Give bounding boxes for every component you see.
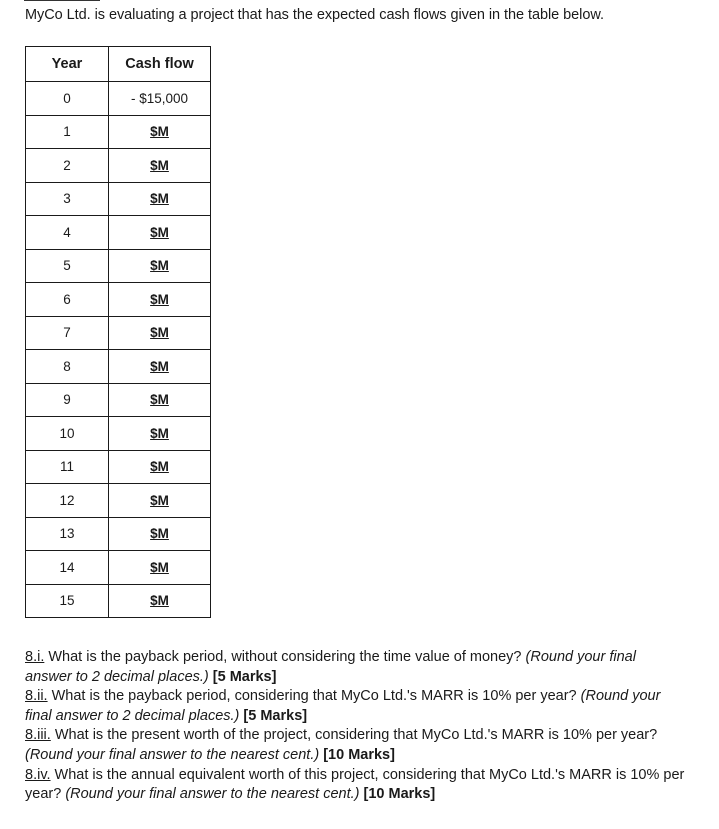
table-row: [26, 551, 211, 585]
rounding-note: (Round your final answer to 2 decimal places.): [25, 688, 661, 724]
cash-flow-cell: $M: [109, 350, 211, 384]
year-cell: 0: [26, 82, 109, 116]
question-8-iv: [25, 766, 685, 805]
question-8-ii: [25, 687, 685, 726]
question-8-i: [25, 648, 685, 687]
question-number: 8.iii.: [25, 727, 51, 744]
table-row: [26, 249, 211, 283]
year-cell: 13: [26, 517, 109, 551]
table-header-row: [26, 47, 211, 82]
table-row: [26, 417, 211, 451]
year-cell: 15: [26, 584, 109, 618]
question-number: 8.iv.: [25, 766, 51, 783]
table-row: [26, 484, 211, 518]
cash-flow-cell: $M: [109, 484, 211, 518]
table-row: [26, 316, 211, 350]
year-cell: 7: [26, 316, 109, 350]
cash-flow-cell: $M: [109, 551, 211, 585]
cash-flow-cell: $M: [109, 115, 211, 149]
cash-flow-cell: $M: [109, 584, 211, 618]
cash-flow-cell: $M: [109, 383, 211, 417]
questions-section: [25, 648, 685, 805]
table-row: [26, 584, 211, 618]
year-cell: 11: [26, 450, 109, 484]
cash-flow-table: [25, 46, 211, 618]
rounding-note: (Round your final answer to 2 decimal places.): [25, 649, 636, 685]
marks-label: [5 Marks]: [239, 707, 308, 724]
rounding-note: (Round your final answer to the nearest cent.): [65, 786, 360, 803]
table-row: [26, 350, 211, 384]
cash-flow-cell: $M: [109, 216, 211, 250]
question-text: What is the payback period, considering that MyCo Ltd.'s MARR is 10% per year?: [47, 688, 581, 705]
cash-flow-table-body: [26, 82, 211, 618]
question-8-iii: [25, 726, 685, 765]
cash-flow-header: Cash flow: [109, 47, 211, 82]
table-row: [26, 383, 211, 417]
question-number: 8.ii.: [25, 688, 48, 705]
year-cell: 2: [26, 149, 109, 183]
table-row: [26, 450, 211, 484]
table-row: [26, 115, 211, 149]
question-number: 8.i.: [25, 649, 45, 665]
table-row: [26, 82, 211, 116]
table-row: [26, 283, 211, 317]
cash-flow-cell: $M: [109, 517, 211, 551]
top-rule-divider: [24, 0, 100, 1]
year-cell: 14: [26, 551, 109, 585]
cash-flow-cell: - $15,000: [109, 82, 211, 116]
marks-label: [10 Marks]: [359, 786, 436, 803]
table-row: [26, 149, 211, 183]
year-cell: 12: [26, 484, 109, 518]
rounding-note: (Round your final answer to the nearest cent.): [25, 746, 320, 763]
cash-flow-cell: $M: [109, 316, 211, 350]
year-cell: 6: [26, 283, 109, 317]
year-cell: 8: [26, 350, 109, 384]
table-row: [26, 182, 211, 216]
marks-label: [5 Marks]: [208, 668, 277, 685]
table-row: [26, 517, 211, 551]
cash-flow-cell: $M: [109, 283, 211, 317]
question-text: What is the present worth of the project, considering that MyCo Ltd.'s MARR is 10% per year?: [50, 727, 658, 744]
cash-flow-cell: $M: [109, 417, 211, 451]
cash-flow-cell: $M: [109, 249, 211, 283]
year-cell: 4: [26, 216, 109, 250]
year-cell: 3: [26, 182, 109, 216]
year-cell: 10: [26, 417, 109, 451]
cash-flow-cell: $M: [109, 149, 211, 183]
year-cell: 5: [26, 249, 109, 283]
marks-label: [10 Marks]: [319, 746, 395, 763]
intro-text: MyCo Ltd. is evaluating a project that has the expected cash flows given in the table below.: [25, 7, 604, 23]
year-cell: 1: [26, 115, 109, 149]
year-header: Year: [26, 47, 109, 82]
cash-flow-cell: $M: [109, 450, 211, 484]
question-text: What is the payback period, without considering the time value of money?: [44, 649, 526, 665]
table-row: [26, 216, 211, 250]
cash-flow-cell: $M: [109, 182, 211, 216]
year-cell: 9: [26, 383, 109, 417]
question-text: What is the annual equivalent worth of this project, considering that MyCo Ltd.'s MARR is 10% per year?: [25, 766, 685, 803]
